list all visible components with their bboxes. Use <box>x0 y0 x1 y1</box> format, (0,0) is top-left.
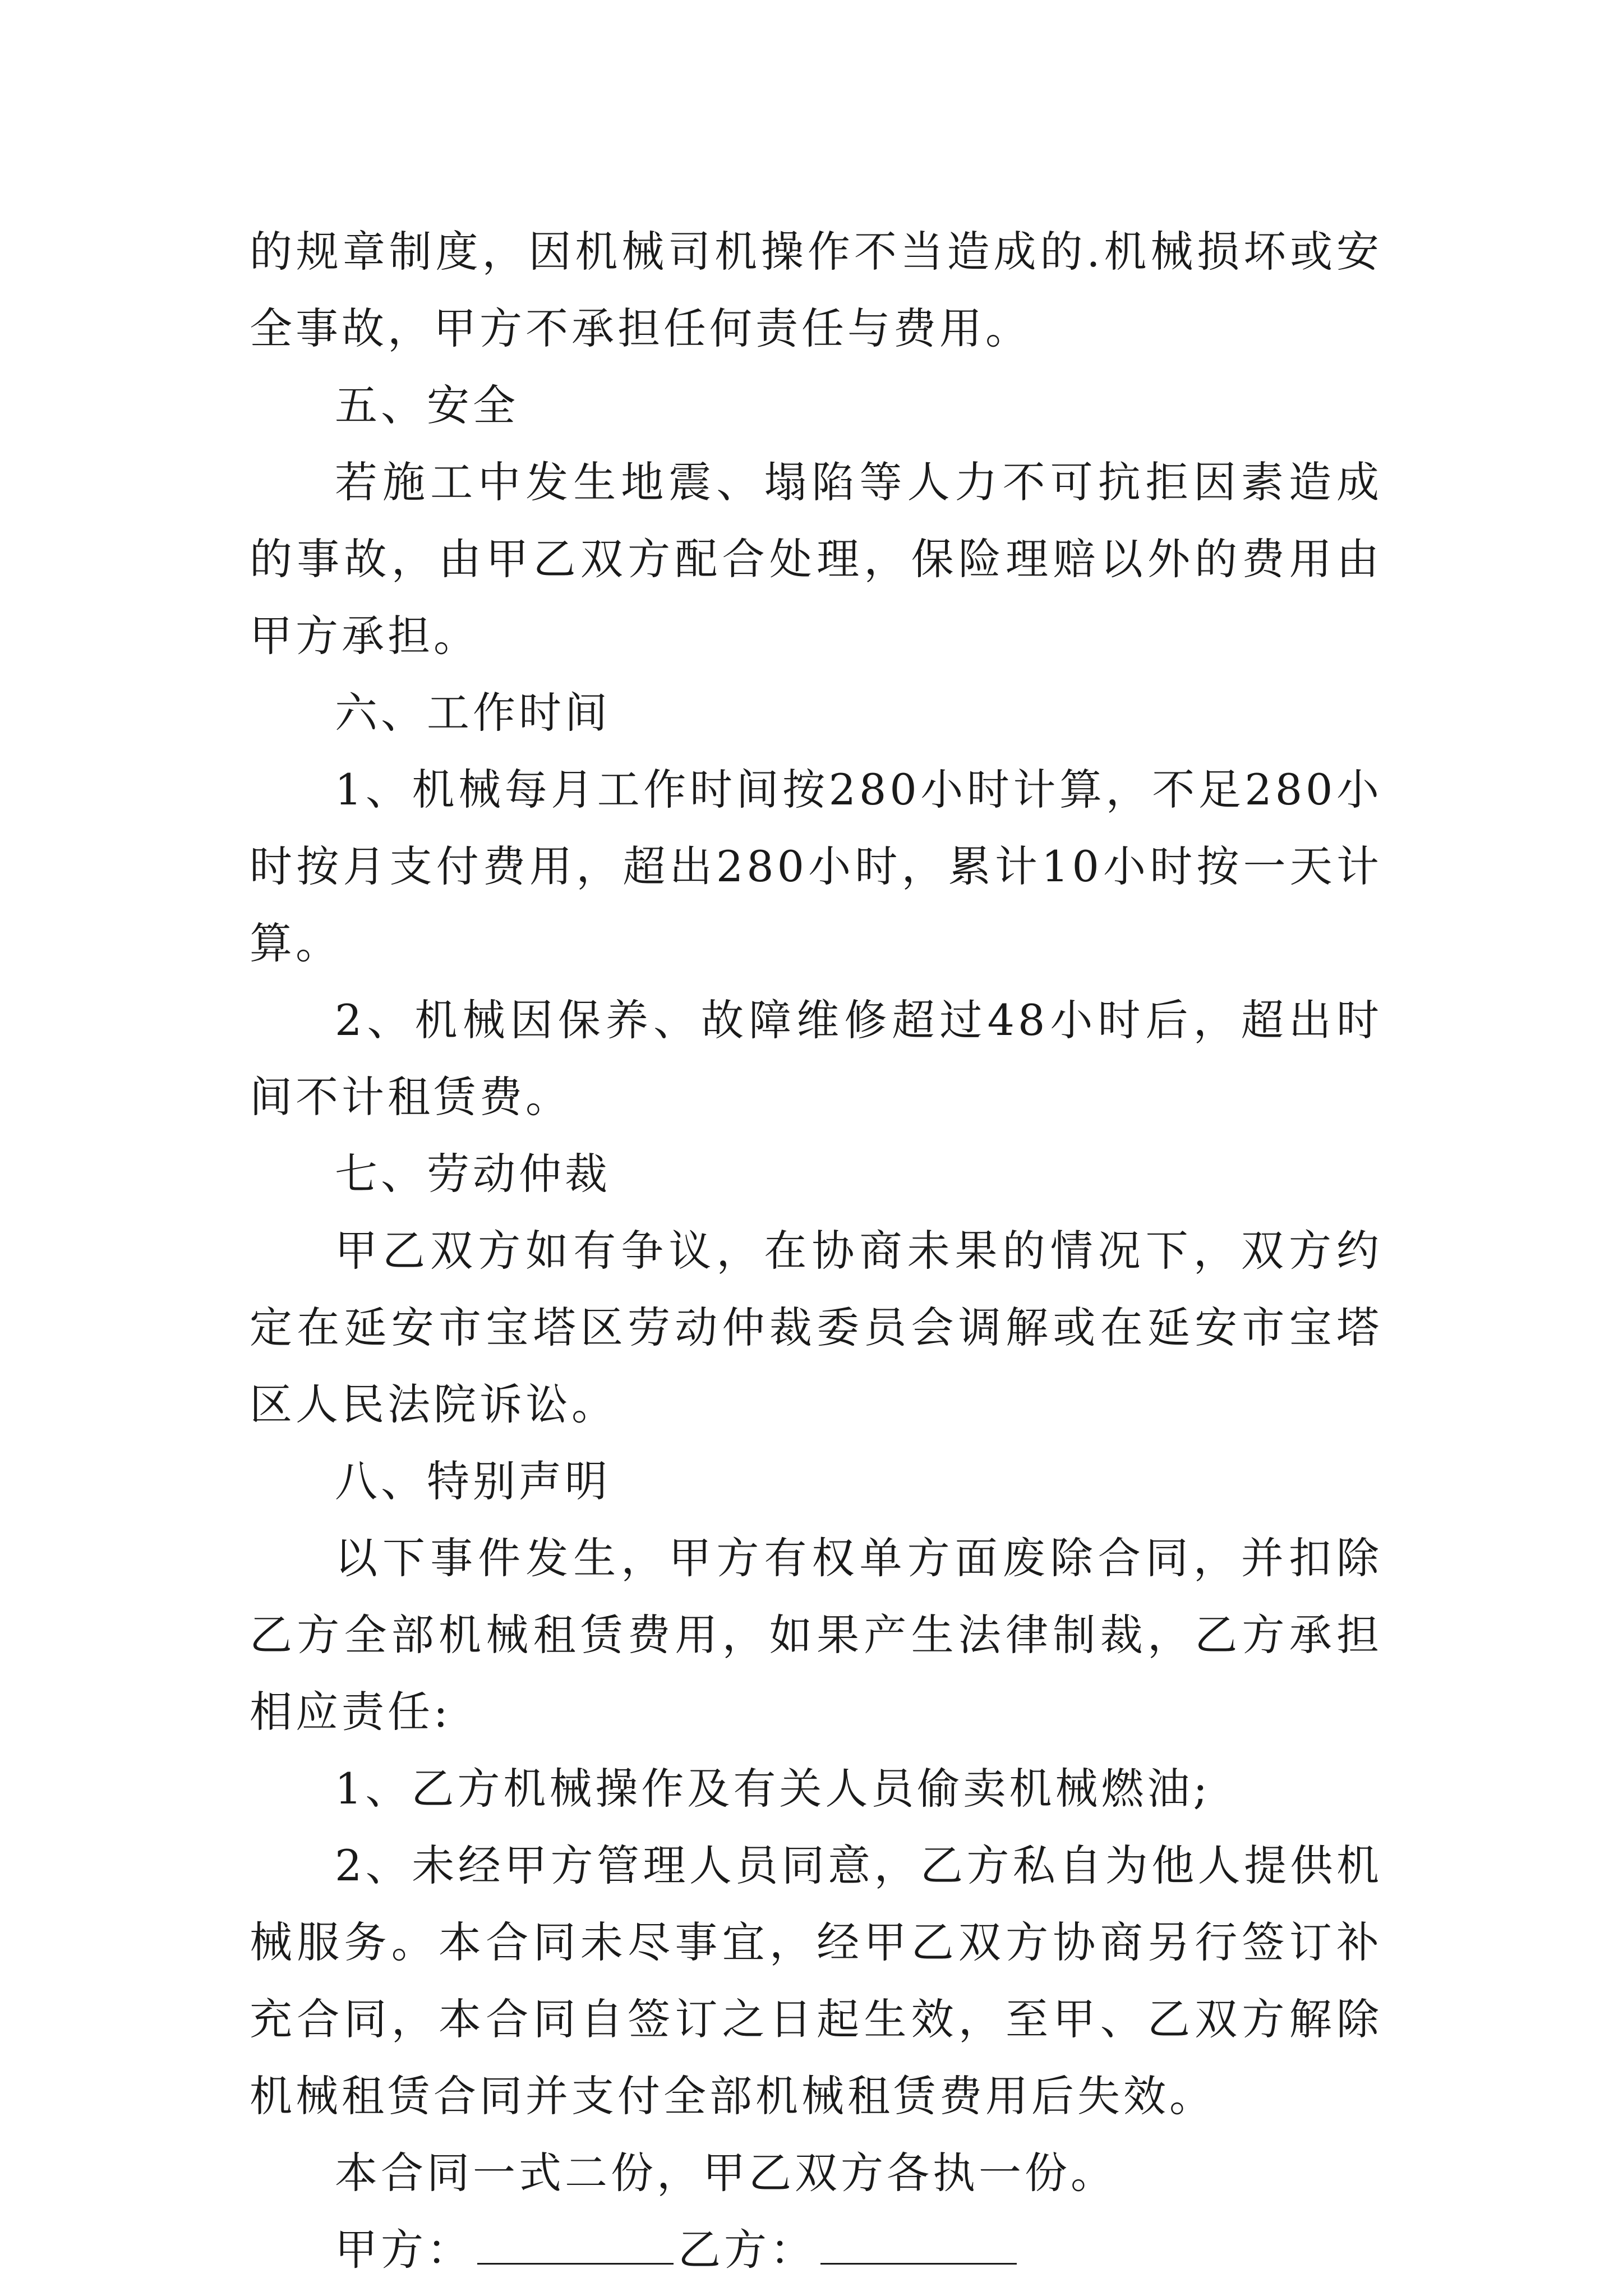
party-a-signature-line[interactable] <box>477 2224 674 2265</box>
signature-row <box>250 2211 1382 2288</box>
paragraph-working-hours-2: 2、机械因保养、故障维修超过48小时后，超出时间不计租赁费。 <box>250 995 1382 1122</box>
party-a-label: 甲方： <box>335 2225 473 2275</box>
paragraph-arbitration: 甲乙双方如有争议，在协商未果的情况下，双方约定在延安市宝塔区劳动仲裁委员会调解或在延安市宝塔区人民法院诉讼。 <box>250 1226 1382 1429</box>
section-heading-special-statement: 八、特别声明 <box>335 1456 611 1506</box>
paragraph-special-item-1: 1、乙方机械操作及有关人员偷卖机械燃油; <box>335 1764 1211 1814</box>
party-b-signature-line[interactable] <box>820 2224 1017 2265</box>
paragraph-copies: 本合同一式二份，甲乙双方各执一份。 <box>335 2148 1117 2198</box>
section-heading-safety: 五、安全 <box>335 380 519 430</box>
document-body <box>250 213 1382 2288</box>
paragraph-regulation-continuation: 的规章制度，因机械司机操作不当造成的.机械损坏或安全事故，甲方不承担任何责任与费用。 <box>250 227 1382 353</box>
section-heading-working-hours: 六、工作时间 <box>335 688 611 738</box>
paragraph-special-item-2: 2、未经甲方管理人员同意，乙方私自为他人提供机械服务。本合同未尽事宜，经甲乙双方协商另行签订补充合同，本合同自签订之日起生效，至甲、乙双方解除机械租赁合同并支付全部机械租赁费用后失效。 <box>250 1841 1382 2121</box>
paragraph-safety: 若施工中发生地震、塌陷等人力不可抗拒因素造成的事故，由甲乙双方配合处理，保险理赔以外的费用由甲方承担。 <box>250 457 1382 661</box>
paragraph-working-hours-1: 1、机械每月工作时间按280小时计算，不足280小时按月支付费用，超出280小时，累计10小时按一天计算。 <box>250 765 1382 968</box>
party-b-label: 乙方： <box>678 2225 816 2275</box>
paragraph-special-statement: 以下事件发生，甲方有权单方面废除合同，并扣除乙方全部机械租赁费用，如果产生法律制裁，乙方承担相应责任: <box>250 1533 1382 1737</box>
section-heading-arbitration: 七、劳动仲裁 <box>335 1149 611 1199</box>
